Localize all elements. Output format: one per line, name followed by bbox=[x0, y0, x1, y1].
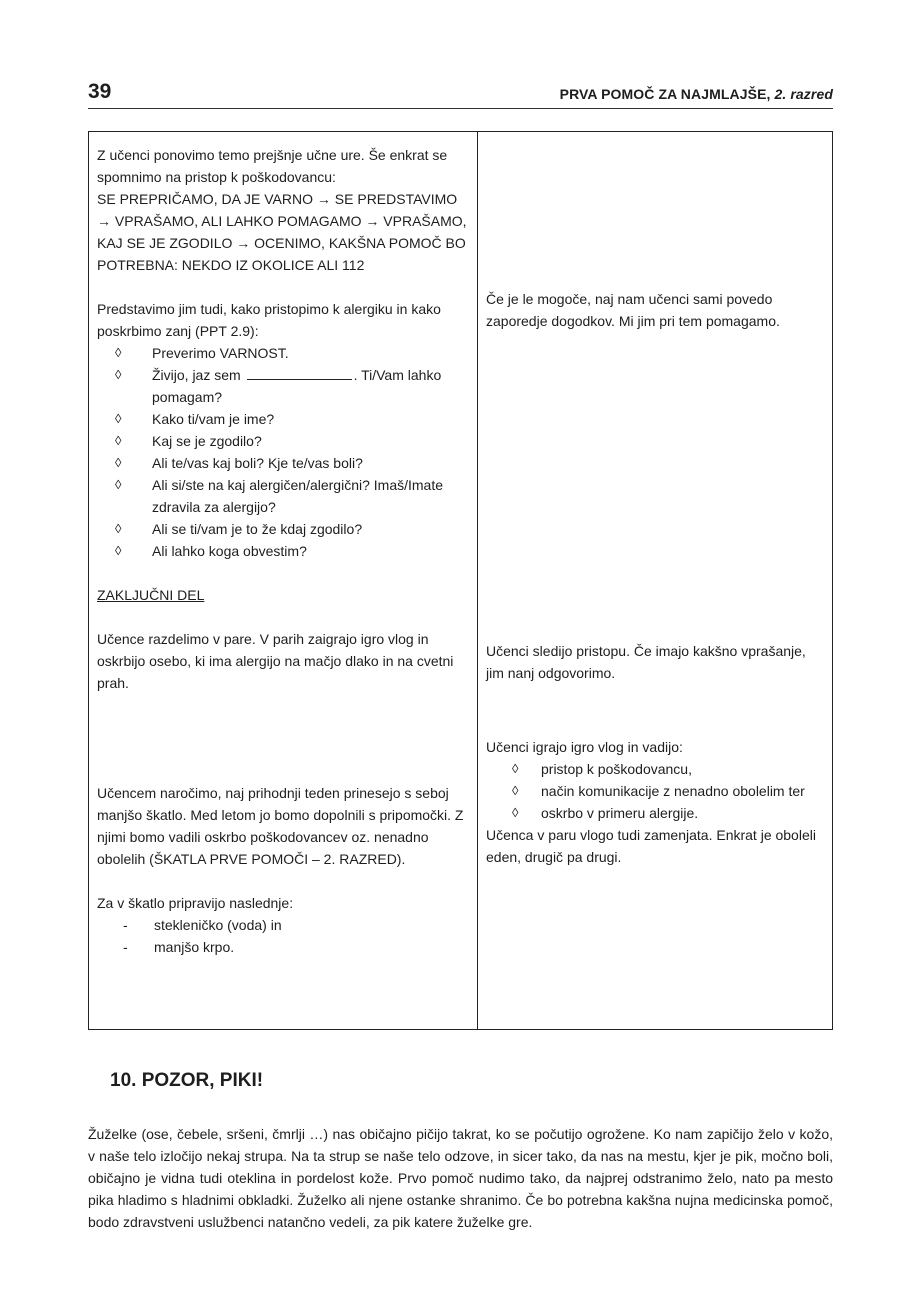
teacher-column bbox=[89, 132, 478, 1030]
list-item-text: Kaj se je zgodilo? bbox=[152, 433, 262, 449]
list-item-text: manjšo krpo. bbox=[154, 939, 235, 955]
note-follow: Učenci sledijo pristopu. Če imajo kakšno vprašanje, jim nanj odgovorimo. bbox=[486, 643, 806, 681]
box-text: Učencem naročimo, naj prihodnji teden prinesejo s seboj manjšo škatlo. Med letom jo bomo dopolnili s pripomočki. Z njimi bomo vadili oskrbo poškodovancev oz. nenadno obolelih (ŠKATLA PRVE POMOČI – 2. RAZRED). bbox=[97, 785, 464, 867]
section-title: 10. POZOR, PIKI! bbox=[110, 1070, 264, 1091]
diamond-bullet-icon: ◊ bbox=[115, 367, 122, 382]
list-item bbox=[115, 364, 469, 408]
diamond-bullet-icon: ◊ bbox=[512, 805, 519, 820]
list-item bbox=[115, 452, 469, 474]
list-item bbox=[115, 518, 469, 540]
list-item-text: stekleničko (voda) in bbox=[154, 917, 282, 933]
list-item-text: Ali si/ste na kaj alergičen/alergični? Imaš/Imate zdravila za alergijo? bbox=[152, 477, 444, 515]
list-item-text: Ali lahko koga obvestim? bbox=[152, 543, 307, 559]
prepare-list bbox=[97, 914, 469, 958]
note-roleplay bbox=[486, 736, 824, 868]
list-item bbox=[115, 342, 469, 364]
diamond-bullet-icon: ◊ bbox=[512, 783, 519, 798]
allergy-step-list bbox=[97, 342, 469, 562]
diamond-bullet-icon: ◊ bbox=[115, 345, 122, 360]
prepare-intro: Za v škatlo pripravijo naslednje: bbox=[97, 895, 294, 911]
roleplay-list bbox=[486, 758, 824, 824]
diamond-bullet-icon: ◊ bbox=[512, 761, 519, 776]
running-title-grade: 2. razred bbox=[774, 86, 833, 102]
list-item bbox=[512, 780, 824, 802]
section-paragraph: Žuželke (ose, čebele, sršeni, čmrlji …) nas običajno pičijo takrat, ko se počutijo ogrožene. Ko nam zapičijo želo v kožo, v naše telo izločijo nekaj strupa. Na ta strup se naše telo odzove, in sicer tako, da nas na mestu, kjer je pik, močno boli, običajno je vidna tudi oteklina in pordelost kože. Prvo pomoč nudimo tako, da najprej odstranimo želo, nato pa mesto pika hladimo s hladnimi obkladki. Žuželko ali njene ostanke shranimo. Če bo potrebna kakšna nujna medicinska pomoč, bodo zdravstveni uslužbenci natančno vedeli, za pik katere žuželke gre. bbox=[88, 1126, 833, 1230]
note-sequence: Če je le mogoče, naj nam učenci sami povedo zaporedje dogodkov. Mi jim pri tem pomagamo. bbox=[486, 291, 780, 329]
greeting-after: . Ti/Vam lahko pomagam? bbox=[152, 367, 442, 405]
name-blank bbox=[247, 365, 352, 380]
diamond-bullet-icon: ◊ bbox=[115, 433, 122, 448]
allergy-intro: Predstavimo jim tudi, kako pristopimo k alergiku in kako poskrbimo zanj (PPT 2.9): bbox=[97, 301, 441, 339]
list-item bbox=[115, 408, 469, 430]
roleplay-intro: Učenci igrajo igro vlog in vadijo: bbox=[486, 739, 683, 755]
page bbox=[88, 70, 833, 955]
list-item-text: pristop k poškodovancu, bbox=[541, 761, 692, 777]
page-number: 39 bbox=[88, 80, 112, 103]
list-item-text: Kako ti/vam je ime? bbox=[152, 411, 275, 427]
list-item-text: oskrbo v primeru alergije. bbox=[541, 805, 699, 821]
list-item bbox=[115, 540, 469, 562]
diamond-bullet-icon: ◊ bbox=[115, 543, 122, 558]
list-item-text: Ali se ti/vam je to že kdaj zgodilo? bbox=[152, 521, 363, 537]
closing-heading: ZAKLJUČNI DEL bbox=[97, 587, 205, 603]
list-item bbox=[123, 914, 469, 936]
list-item bbox=[512, 802, 824, 824]
list-item-text: Ali te/vas kaj boli? Kje te/vas boli? bbox=[152, 455, 363, 471]
lesson-table bbox=[88, 131, 833, 1030]
intro-text: Z učenci ponovimo temo prejšnje učne ure. Še enkrat se spomnimo na pristop k poškodovancu: bbox=[97, 147, 448, 185]
approach-steps: SE PREPRIČAMO, DA JE VARNO → SE PREDSTAVIMO → VPRAŠAMO, ALI LAHKO POMAGAMO → VPRAŠAMO, KAJ SE JE ZGODILO → OCENIMO, KAKŠNA POMOČ BO POTREBNA: NEKDO IZ OKOLICE ALI 112 bbox=[97, 191, 467, 273]
diamond-bullet-icon: ◊ bbox=[115, 455, 122, 470]
roleplay-outro: Učenca v paru vlogo tudi zamenjata. Enkrat je oboleli eden, drugič pa drugi. bbox=[486, 827, 816, 865]
dash-bullet-icon: - bbox=[123, 939, 128, 955]
list-item bbox=[512, 758, 824, 780]
running-title-main: PRVA POMOČ ZA NAJMLAJŠE, bbox=[559, 86, 771, 102]
list-item-text: način komunikacije z nenadno obolelim ter bbox=[541, 783, 805, 799]
list-item-text: Preverimo VARNOST. bbox=[152, 345, 289, 361]
list-item bbox=[115, 430, 469, 452]
running-title bbox=[560, 86, 833, 102]
page-header bbox=[88, 70, 833, 109]
diamond-bullet-icon: ◊ bbox=[115, 521, 122, 536]
dash-bullet-icon: - bbox=[123, 917, 128, 933]
diamond-bullet-icon: ◊ bbox=[115, 477, 122, 492]
pairs-text: Učence razdelimo v pare. V parih zaigrajo igro vlog in oskrbijo osebo, ki ima alergijo na mačjo dlako in na cvetni prah. bbox=[97, 631, 454, 691]
pupil-column bbox=[478, 132, 833, 1030]
list-item bbox=[115, 474, 469, 518]
diamond-bullet-icon: ◊ bbox=[115, 411, 122, 426]
list-item bbox=[123, 936, 469, 958]
greeting-before: Živijo, jaz sem bbox=[152, 367, 241, 383]
